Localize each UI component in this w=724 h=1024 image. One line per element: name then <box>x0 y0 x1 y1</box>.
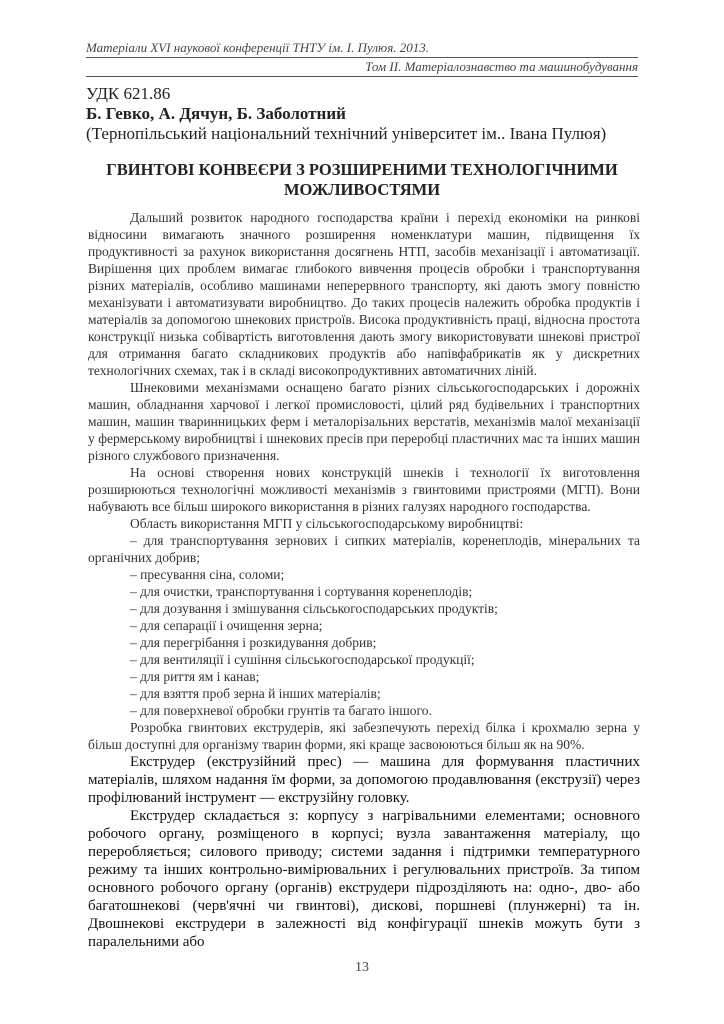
paper-title: ГВИНТОВІ КОНВЕЄРИ З РОЗШИРЕНИМИ ТЕХНОЛОГІЧНИМИ МОЖЛИВОСТЯМИ <box>106 160 618 199</box>
list-item: – для транспортування зернових і сипких матеріалів, коренеплодів, мінеральних та органічних добрив; <box>88 533 640 565</box>
paragraph: Дальший розвиток народного господарства країни і перехід економіки на ринкові відносини вимагають значного розширення номенклатури машин, підвищення їх продуктивності за рахунок використання досягнень НТП, засобів механізації і автоматизації. Вирішення цих проблем вимагає глибокого вивчення процесів обробки і транспортування різних матеріалів, особливо машинами неперервного транспорту, які дають змогу повністю механізувати і автоматизувати виробництво. До таких процесів належить обробка продуктів і матеріалів за допомогою шнекових пристроїв. Висока продуктивність праці, відносна простота конструкції низька собівартість виготовлення дають змогу використовувати шнекові пристрої для отримання багато складникових продуктів або напівфабрикатів як у дискретних технологічних схемах, так і в складі високопродуктивних автоматичних ліній. <box>88 210 640 378</box>
affiliation: (Тернопільський національний технічний університет ім.. Івана Пулюя) <box>86 124 607 143</box>
udk-code: УДК 621.86 <box>86 84 171 103</box>
paragraph: Шнековими механізмами оснащено багато різних сільськогосподарських і дорожніх машин, обладнання харчової і легкої промисловості, цілий ряд будівельних і транспортних машин, машин тваринницьких ферм і металорізальних верстатів, механізмів малої механізації у фермерському виробництві і шнекових пресів при переробці пластичних мас та інших машин різного службового призначення. <box>88 380 640 463</box>
authors: Б. Гевко, А. Дячун, Б. Заболотний <box>86 104 346 123</box>
running-header-conference: Матеріали XVІ наукової конференції ТНТУ ім. І. Пулюя. 2013. <box>86 40 638 58</box>
page-number: 13 <box>355 960 369 975</box>
paragraph: Екструдер (екструзійний прес) — машина для формування пластичних матеріалів, шляхом надання їм форми, за допомогою продавлювання (екструзії) через профілюваний інструмент — екструзійну головку. <box>88 754 640 806</box>
paragraph: Екструдер складається з: корпусу з нагрівальними елементами; основного робочого органу, розміщеного в корпусі; вузла завантаження матеріалу, що переробляється; силового приводу; системи задання і підтримки температурного режиму та інших контрольно-вимірювальних і регулювальних пристроїв. За типом основного робочого органу (органів) екструдери підрозділяють на: одно-, дво- або багатошнекові (черв'ячні чи гвинтові), дискові, поршневі (плунжерні) та ін. Двошнекові екструдери в залежності від конфігурації шнеків можуть бути з паралельними або <box>88 808 640 950</box>
list-item: – для риття ям і канав; <box>130 669 260 684</box>
list-item: – для взяття проб зерна й інших матеріалів; <box>130 686 381 701</box>
list-item: – для сепарації і очищення зерна; <box>130 618 323 633</box>
paragraph: На основі створення нових конструкцій шнеків і технології їх виготовлення розширюються технологічні можливості механізмів з гвинтовими пристроями (МГП). Вони набувають все більш широкого використання в різних галузях народного господарства. <box>88 465 640 514</box>
list-item: – пресування сіна, соломи; <box>130 567 285 582</box>
list-item: – для дозування і змішування сільськогосподарських продуктів; <box>130 601 498 616</box>
list-item: – для вентиляції і сушіння сільськогосподарської продукції; <box>130 652 475 667</box>
paragraph: Розробка гвинтових екструдерів, які забезпечують перехід білка і крохмалю зерна у більш доступні для організму тварин форми, які краще засвоюються більш як на 90%. <box>88 720 640 752</box>
paragraph: Область використання МГП у сільськогосподарському виробництві: <box>130 516 524 531</box>
list-item: – для поверхневої обробки грунтів та багато іншого. <box>130 703 432 718</box>
list-item: – для очистки, транспортування і сортування коренеплодів; <box>130 584 473 599</box>
article-body <box>88 209 640 951</box>
list-item: – для перегрібання і розкидування добрив; <box>130 635 377 650</box>
running-header-volume: Том ІІ. Матеріалознавство та машинобудування <box>86 59 638 77</box>
